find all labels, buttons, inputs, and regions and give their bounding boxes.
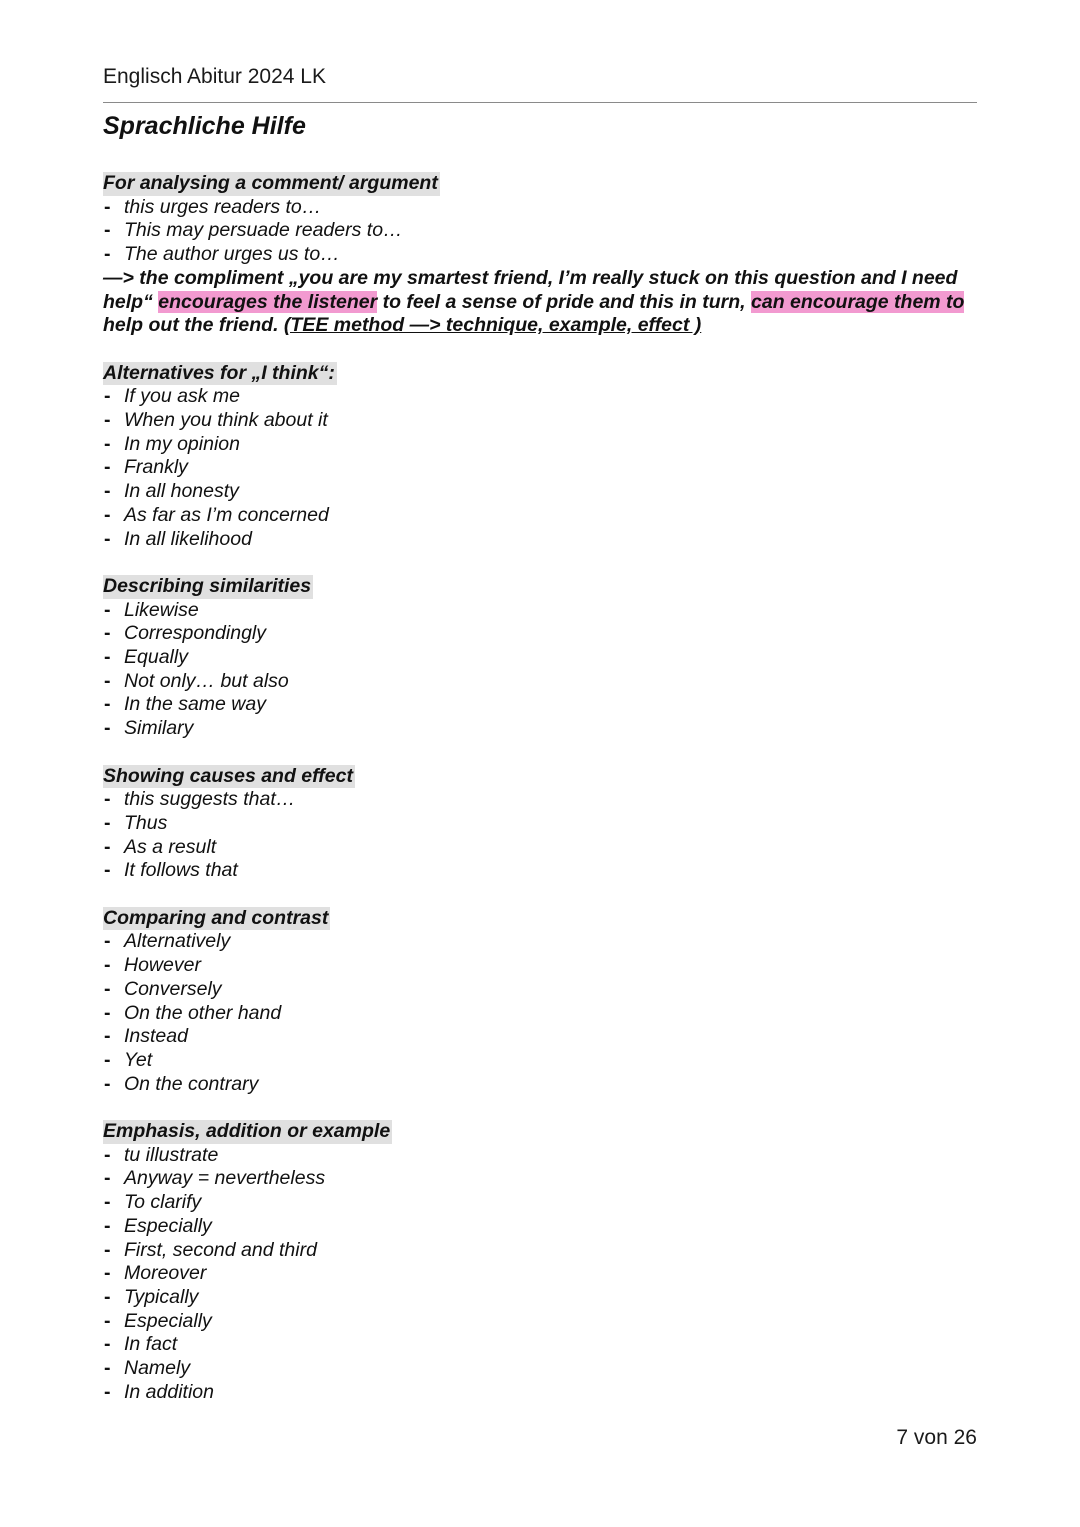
list-dash: - [104,693,111,716]
example-text: help out the friend. [103,314,284,337]
example-paragraph [103,267,977,338]
list-dash: - [104,456,111,479]
list-dash: - [104,1001,111,1024]
list-item: - However [104,954,201,977]
list-item: - First, second and third [104,1238,317,1261]
list-dash: - [104,598,111,621]
section-heading: Alternatives for „I think“: [103,361,335,384]
list-dash: - [104,1072,111,1095]
section-heading: Comparing and contrast [103,906,329,929]
list-dash: - [104,954,111,977]
document-page [103,0,977,1527]
list-dash: - [104,1025,111,1048]
list-item: - It follows that [104,859,238,882]
content [103,172,977,1428]
list-item: - this urges readers to… [104,195,322,218]
list-item: - Instead [104,1025,188,1048]
list-dash: - [104,1333,111,1356]
section-comparing-contrast [103,907,977,1097]
list-item: - Frankly [104,456,188,479]
page-header [103,62,977,103]
list-dash: - [104,669,111,692]
list-dash: - [104,1357,111,1380]
list-dash: - [104,1262,111,1285]
tee-method-note: (TEE method —> technique, example, effect ) [283,314,702,337]
list-item: - As a result [104,835,217,858]
list-dash: - [104,788,111,811]
list-dash: - [104,1285,111,1308]
page-title: Sprachliche Hilfe [103,112,306,140]
list-item: - this suggests that… [104,788,296,811]
list-dash: - [104,811,111,834]
list-dash: - [104,219,111,242]
list-dash: - [104,1048,111,1071]
list-dash: - [104,432,111,455]
list-dash: - [104,1380,111,1403]
list-item: - In fact [104,1333,178,1356]
phrase-list [103,599,977,741]
list-dash: - [104,480,111,503]
list-dash: - [104,1214,111,1237]
example-text: to feel a sense of pride and this in turn, [377,290,751,313]
list-item: - This may persuade readers to… [104,219,403,242]
header-title: Englisch Abitur 2024 LK [103,65,326,88]
list-item: - On the other hand [104,1001,282,1024]
list-item: - Alternatively [104,930,231,953]
list-item: - Moreover [104,1262,207,1285]
list-item: - Conversely [104,977,222,1000]
list-dash: - [104,243,111,266]
example-text: —> the compliment „you are my smartest friend, I’m really stuck on this question and I need help“ [103,266,958,313]
section-alternatives-i-think [103,362,977,552]
list-item: - tu illustrate [104,1143,219,1166]
list-item: - The author urges us to… [104,243,340,266]
list-item: - Yet [104,1048,153,1071]
section-emphasis-addition-example [103,1120,977,1404]
list-dash: - [104,503,111,526]
section-analysing-comment [103,172,977,338]
list-dash: - [104,1238,111,1261]
list-dash: - [104,1167,111,1190]
list-item: - Similary [104,717,194,740]
list-item: - In all honesty [104,480,239,503]
list-item: - If you ask me [104,385,240,408]
list-dash: - [104,859,111,882]
list-item: - In all likelihood [104,527,252,550]
list-dash: - [104,977,111,1000]
list-item: - Especially [104,1214,212,1237]
list-dash: - [104,717,111,740]
pink-highlight: can encourage them to [751,290,965,313]
list-item: - In addition [104,1380,214,1403]
phrase-list [103,788,977,883]
list-dash: - [104,385,111,408]
list-item: - Not only… but also [104,669,289,692]
list-dash: - [104,195,111,218]
list-dash: - [104,835,111,858]
list-item: - When you think about it [104,409,328,432]
list-dash: - [104,527,111,550]
list-dash: - [104,409,111,432]
pink-highlight: encourages the listener [158,290,378,313]
list-item: - Correspondingly [104,622,266,645]
list-item: - On the contrary [104,1072,259,1095]
phrase-list [103,1144,977,1405]
page-number: 7 von 26 [896,1426,977,1449]
list-item: - In my opinion [104,432,240,455]
phrase-list [103,196,977,267]
section-heading: Emphasis, addition or example [103,1120,391,1143]
section-heading: Describing similarities [103,574,312,597]
list-item: - Typically [104,1285,199,1308]
list-item: - Thus [104,811,168,834]
list-item: - To clarify [104,1191,202,1214]
list-dash: - [104,1191,111,1214]
list-item: - Especially [104,1309,212,1332]
phrase-list [103,385,977,551]
list-dash: - [104,930,111,953]
section-causes-and-effect [103,765,977,884]
section-heading: For analysing a comment/ argument [103,172,438,194]
list-item: - In the same way [104,693,266,716]
list-item: - Likewise [104,598,199,621]
list-item: - Anyway = nevertheless [104,1167,326,1190]
section-describing-similarities [103,575,977,741]
list-dash: - [104,646,111,669]
list-dash: - [104,1309,111,1332]
section-heading: Showing causes and effect [103,764,353,787]
list-item: - Equally [104,646,188,669]
list-dash: - [104,622,111,645]
list-item: - Namely [104,1357,191,1380]
phrase-list [103,930,977,1096]
list-dash: - [104,1143,111,1166]
list-item: - As far as I’m concerned [104,503,329,526]
